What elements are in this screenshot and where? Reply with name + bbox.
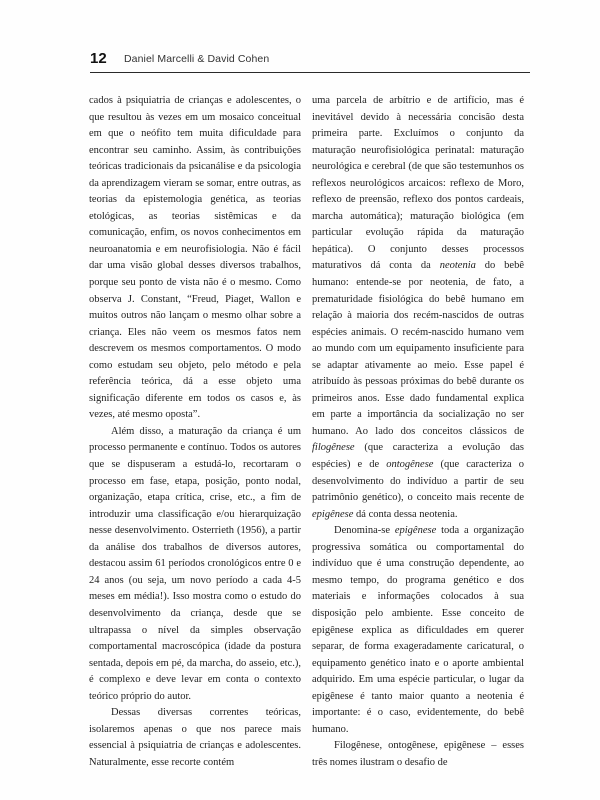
text-run: Denomina-se: [334, 525, 395, 537]
right-column: [312, 93, 524, 771]
text-run: (que caracteriza a evolução das espécies) e de: [312, 442, 524, 471]
italic-term: filogênese: [312, 442, 355, 454]
page-header: [90, 50, 530, 72]
text-run: toda a organização progressiva somática ou comportamental do indivíduo que é uma construção dependente, ao mesmo tempo, do programa genético e dos materiais e informações colocados à sua disposição pelo ambiente. Esse conceito de epigênese explica as dificuldades em querer separar, de forma exageradamente caricatural, o equipamento genético inato e o aporte ambiental adquirido. Em uma espécie particular, o lugar da epigênese é tanto maior quanto a neotenia é importante: é o caso, evidentemente, do bebê humano.: [312, 525, 525, 735]
italic-term: epigênese: [394, 525, 437, 537]
paragraph: cados à psiquiatria de crianças e adolescentes, o que resultou às vezes em um mosaico conceitual em que o neófito tem muita dificuldade para encontrar seu caminho. Assim, às contribuições teóricas tradicionais da psicanálise e da psicologia da aprendizagem vieram se somar, entre outras, as teorias da epistemologia genética, as teorias etológicas, as teorias sistêmicas e da comunicação, enfim, os novos conhecimentos em neuroanatomia e em neurofisiologia. Não é fácil dar uma visão global desses diversos trabalhos, porque seu ponto de vista não é o mesmo. Como observa J. Constant, “Freud, Piaget, Wallon e muitos outros não lançam o mesmo olhar sobre a criança. Eles não veem os mesmos fatos nem descrevem os mesmos comportamentos. O modo como estudam seu objeto, pelo método e pela referência teórica, dá a esse objeto uma significação diferente em todos os casos e, às vezes, até mesmo oposta”.: [89, 95, 301, 421]
text-run: uma parcela de arbítrio e de artifício, mas é inevitável devido à necessária concisão desta primeira parte. Excluímos o conjunto da maturação neurofisiológica perinatal: maturação neurológica e cerebral (de que são testemunhos os reflexos neurológicos arcaicos: reflexo de Moro, reflexo de preensão, reflexo dos pontos cardeais, marcha automática); maturação biológica (em particular evolução rápida da maturação hepática). O conjunto desses processos maturativos dá conta da: [312, 95, 524, 272]
paragraph: [312, 93, 524, 523]
italic-term: neotenia: [439, 260, 476, 272]
paragraph: Filogênese, ontogênese, epigênese – esses três nomes ilustram o desafio de: [312, 740, 524, 768]
paragraph: Dessas diversas correntes teóricas, isolaremos apenas o que nos parece mais essencial à psiquiatria de crianças e adolescentes. Naturalmente, esse recorte contém: [89, 707, 301, 768]
page-number: 12: [90, 50, 107, 67]
text-run: (que caracteriza o desenvolvimento do indivíduo a partir de seu patrimônio genético), o conceito mais recente de: [312, 459, 524, 504]
paragraph: Além disso, a maturação da criança é um processo permanente e contínuo. Todos os autores que se dispuseram a estudá-lo, recortaram o processo em fase, etapa, posição, ponto nodal, organização, etapa crítica, crise, etc., a fim de introduzir uma classificação e/ou hierarquização nesse desenvolvimento. Osterrieth (1956), a partir da análise dos trabalhos de diversos autores, destacou assim 61 períodos cronológicos entre 0 e 24 anos (ou seja, um novo período a cada 4-5 meses em média!). Isso mostra como o estudo do desenvolvimento da criança, desde que se ultrapassa o nível da simples observação comportamental macroscópica (idade da postura sentada, depois em pé, da marcha, do asseio, etc.), é complexo e deve levar em conta o contexto teórico próprio do autor.: [89, 425, 301, 702]
running-head: Daniel Marcelli & David Cohen: [124, 53, 270, 65]
text-run: dá conta dessa neotenia.: [353, 508, 458, 520]
paragraph: [312, 523, 524, 738]
italic-term: epigênese: [312, 508, 354, 520]
left-column: [89, 93, 301, 771]
text-run: do bebê humano: entende-se por neotenia, de fato, a prematuridade fisiológica do bebê humano em relação à maioria dos recém-nascidos de outras espécies animais. O recém-nascido humano vem ao mundo com um equipamento insuficiente para se adaptar ativamente ao meio. Esse papel é atribuído às pessoas próximas do bebê durante os primeiros anos. Esse dado fundamental explica em parte a importância da socialização no ser humano. Ao lado dos conceitos clássicos de: [312, 260, 524, 437]
header-rule: [90, 72, 530, 73]
italic-term: ontogênese: [386, 459, 434, 471]
